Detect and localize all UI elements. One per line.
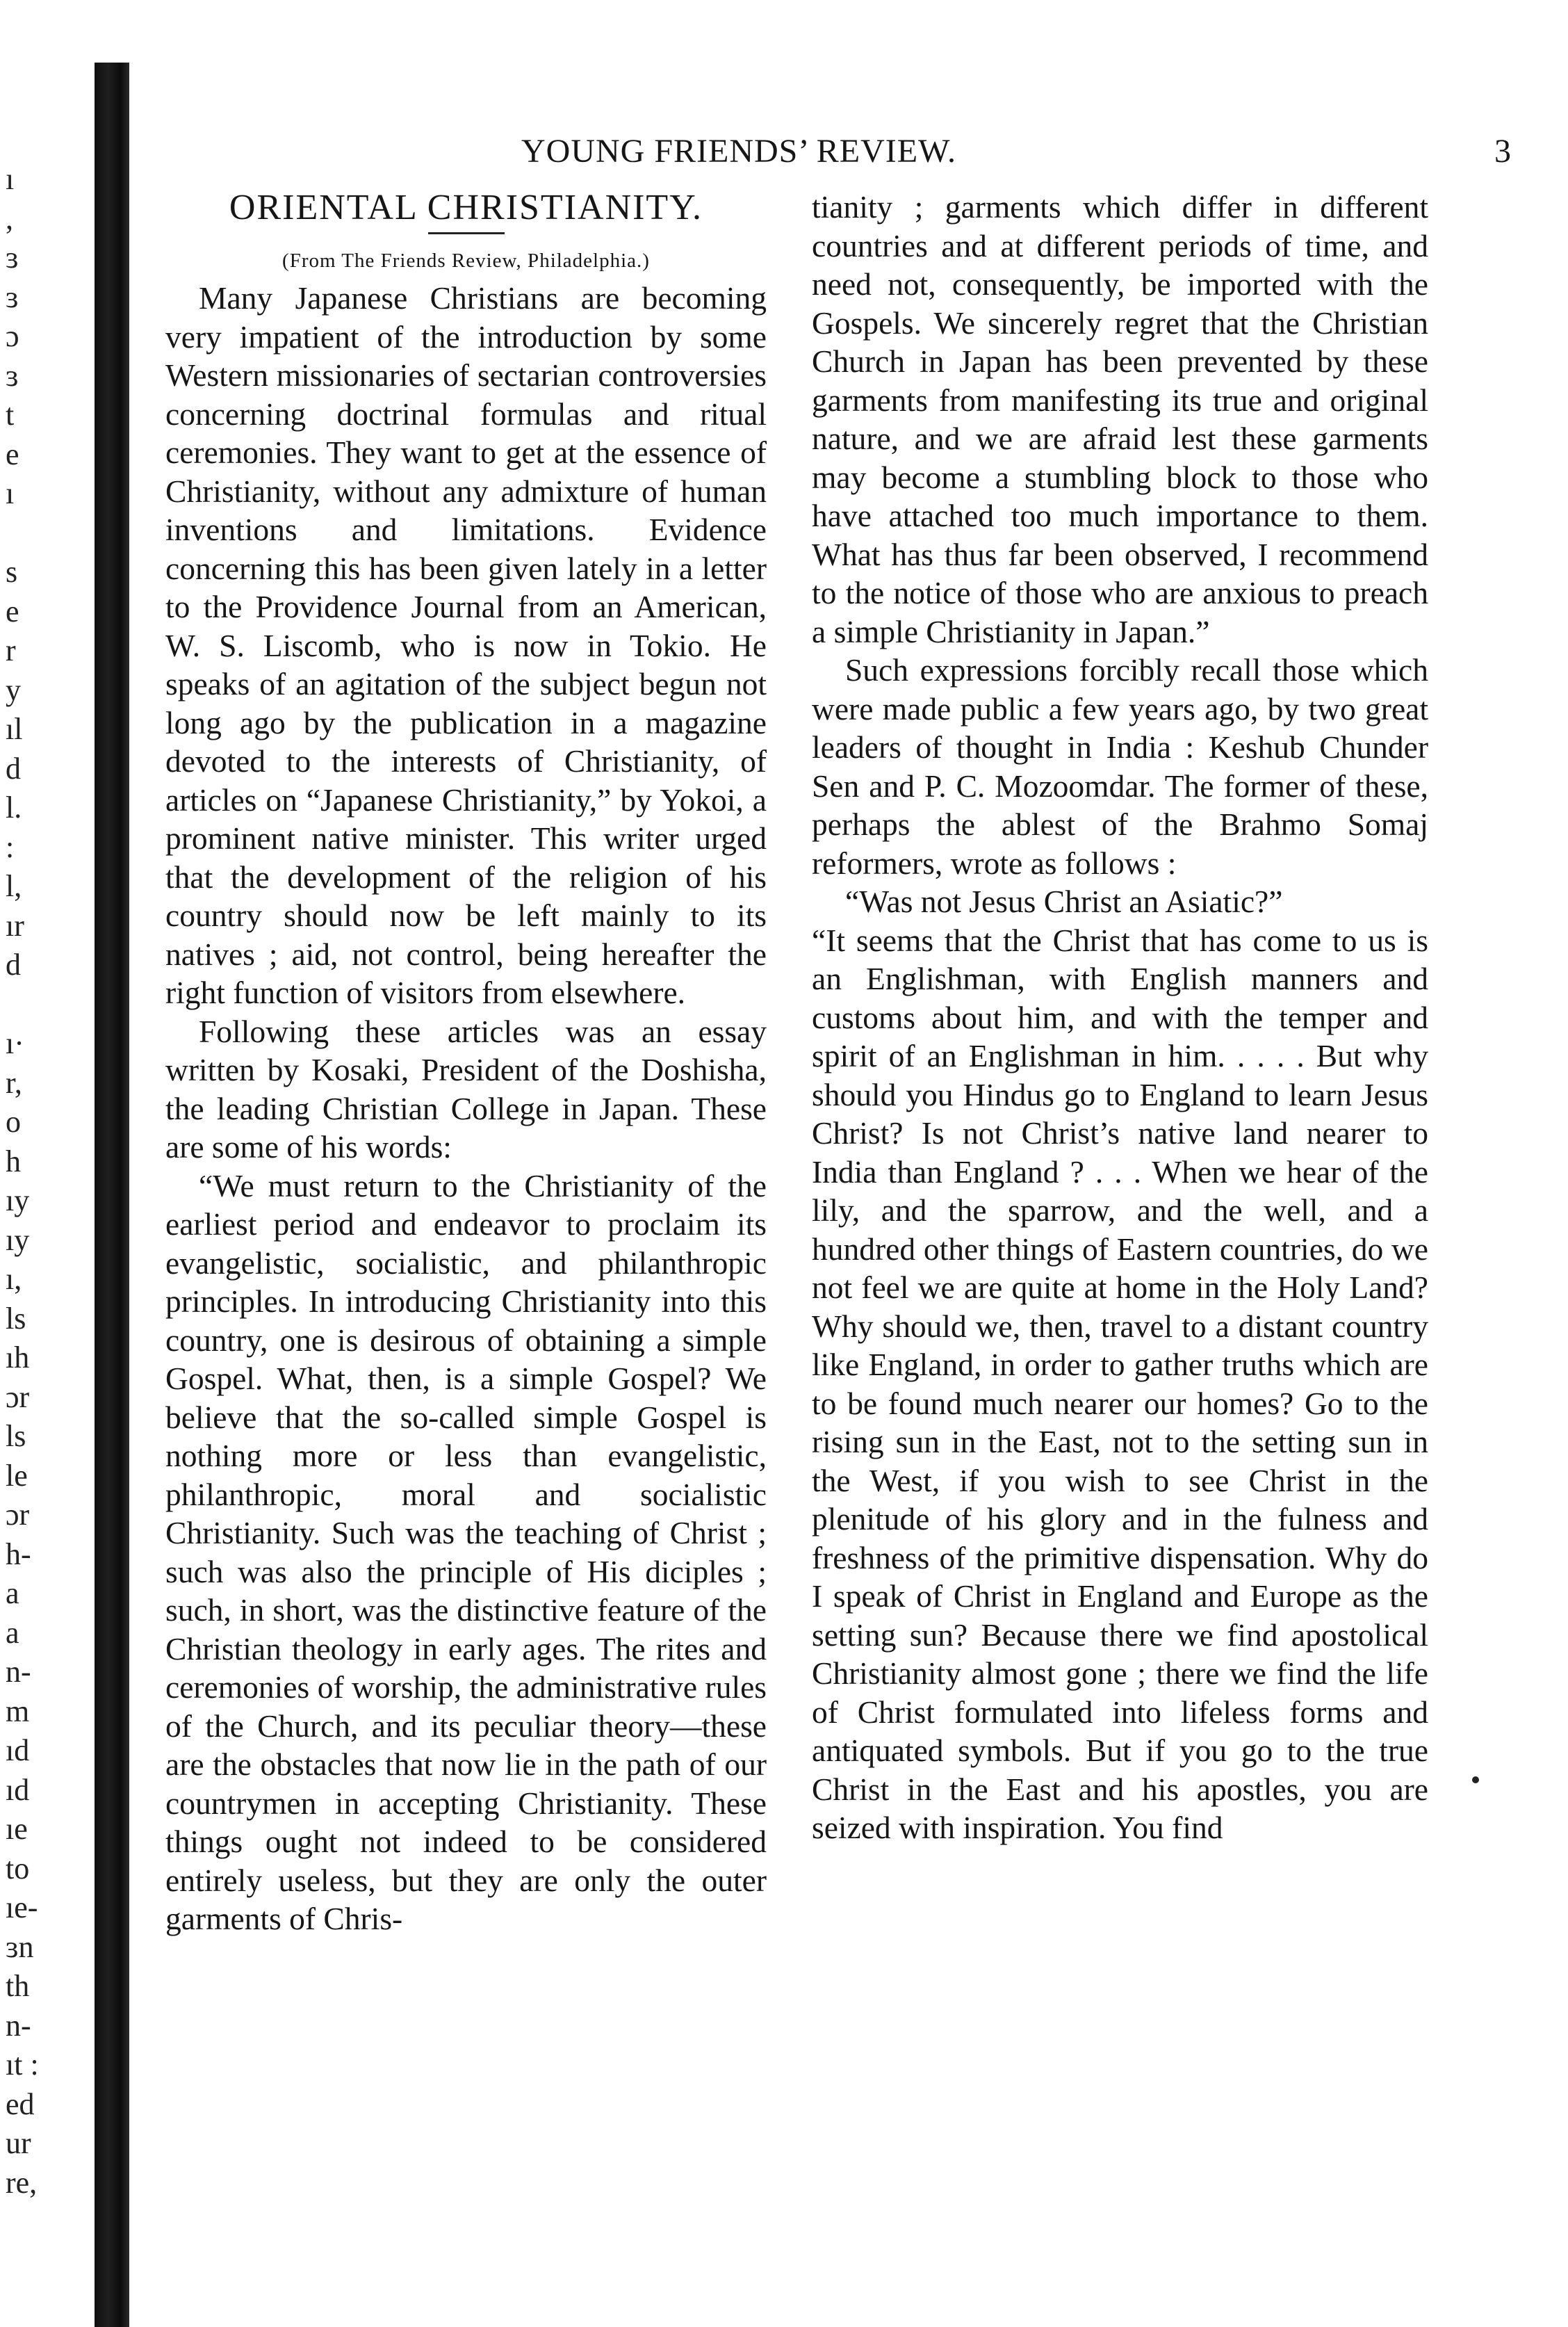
edge-fragment: ɔ	[6, 319, 19, 353]
edge-fragment: ıd	[6, 1772, 30, 1807]
edge-fragment: e	[6, 594, 19, 629]
edge-fragment: m	[6, 1694, 30, 1728]
edge-fragment: ls	[6, 1301, 26, 1336]
edge-fragment: ıe-	[6, 1890, 38, 1924]
edge-fragment: ɜ	[6, 279, 19, 314]
edge-fragment: ı	[6, 476, 15, 510]
paragraph: “It seems that the Christ that has come to us is an Englishman, with English manners and customs about him, and with the temper and spirit of an Englishman in him. . . . . But why should you Hindus go to England to learn Jesus Christ? Is not Christ’s native land nearer to India than England ? . . . When we hear of the lily, and the sparrow, and the well, and a hundred other things of Eastern countries, do we not feel we are quite at home in the Holy Land? Why should we, then, travel to a distant country like England, in order to gather truths which are to be found much nearer our homes? Go to the rising sun in the East, not to the setting sun in the West, if you wish to see Christ in the plenitude of his glory and in the fulness and freshness of the primitive dispensation. Why do I speak of Christ in England and Europe as the setting sun? Because there we find apostolical Christianity almost gone ; there we find the life of Christ formulated into lifeless forms and antiquated symbols. But if you go to the true Christ in the East and his apostles, you are seized with inspiration. You find	[812, 922, 1428, 1845]
edge-fragment: re,	[6, 2165, 38, 2200]
edge-fragment: ls	[6, 1419, 26, 1453]
edge-fragment	[0, 985, 83, 1025]
edge-fragment: ed	[6, 2086, 35, 2121]
edge-fragment: h-	[6, 1537, 31, 1571]
running-title: YOUNG FRIENDS’ REVIEW.	[521, 133, 956, 170]
edge-fragment: n-	[6, 1655, 31, 1689]
edge-fragment: ıl	[6, 712, 23, 746]
edge-fragment: r,	[6, 1065, 22, 1100]
paragraph: tianity ; garments which differ in different countries and at different periods of time, and need not, consequently, be imported with the Gospels. We sincerely regret that the Christian Church in Japan has been prevented by these garments from manifesting its true and original nature, and we are afraid lest these garments may become a stumbling block to those who have attached too much importance to them. What has thus far been observed, I recommend to the notice of those who are anxious to preach a simple Christianity in Japan.”	[812, 189, 1428, 649]
edge-fragment	[0, 514, 83, 553]
page-number: 3	[1494, 133, 1512, 170]
edge-fragment: l.	[6, 790, 22, 825]
edge-fragment: d	[6, 751, 21, 786]
ink-speck	[1472, 1776, 1479, 1783]
edge-fragment: ı	[6, 162, 15, 196]
adjacent-page-edge	[0, 160, 83, 2203]
edge-fragment: ,	[6, 201, 13, 236]
edge-fragment: ır	[6, 908, 24, 943]
paragraph: “We must return to the Christianity of the earliest period and endeavor to proclaim its evangelistic, socialistic, and philanthropic principles. In introducing Christianity into this country, one is desirous of obtaining a simple Gospel. What, then, is a simple Gospel? We believe that the so-called simple Gospel is nothing more or less than evangelistic, philanthropic, moral and socialistic Christianity. Such was the teaching of Christ ; such was also the principle of His diciples ; such, in short, was the distinctive feature of the Christian theology in early ages. The rites and ceremonies of worship, the administrative rules of the Church, and its peculiar theory—these are the obstacles that now lie in the path of our countrymen in accepting Christianity. These things ought not indeed to be considered entirely useless, but they are only the outer garments of Chris-	[165, 1167, 767, 1936]
edge-fragment: to	[6, 1851, 30, 1886]
left-column	[165, 188, 767, 1938]
edge-fragment: e	[6, 437, 19, 471]
edge-fragment: o	[6, 1105, 21, 1139]
edge-fragment: ɜ	[6, 358, 19, 393]
edge-fragment: ıy	[6, 1183, 30, 1217]
edge-fragment: t	[6, 398, 15, 432]
paragraph: Many Japanese Christians are becoming very impatient of the introduction by some Western missionaries of sectarian controversies concerning doctrinal formulas and ritual ceremonies. They want to get at the essence of Christianity, without any admixture of human inventions and limitations. Evidence concerning this has been given lately in a letter to the Providence Journal from an American, W. S. Liscomb, who is now in Tokio. He speaks of an agitation of the subject begun not long ago by the publication in a magazine devoted to the interests of Christianity, of articles on “Japanese Christianity,” by Yokoi, a prominent native minister. This writer urged that the development of the religion of his country should now be left mainly to its natives ; aid, not control, being hereafter the right function of visitors from elsewhere.	[165, 280, 767, 1010]
edge-fragment: ɔr	[6, 1379, 30, 1414]
edge-fragment: ɔr	[6, 1498, 30, 1532]
edge-fragment: s	[6, 555, 18, 589]
edge-fragment: ıh	[6, 1340, 30, 1375]
paragraph: Following these articles was an essay written by Kosaki, President of the Doshisha, the leading Christian College in Japan. These are some of his words:	[165, 1013, 767, 1165]
edge-fragment: ıd	[6, 1733, 30, 1767]
article-title: ORIENTAL CHRISTIANITY.	[229, 188, 703, 227]
edge-fragment: ı·	[6, 1026, 24, 1060]
edge-fragment: ɜn	[6, 1929, 34, 1964]
edge-fragment: ıt :	[6, 2048, 39, 2082]
edge-fragment: r	[6, 633, 16, 667]
edge-fragment: h	[6, 1144, 21, 1178]
edge-fragment: ı,	[6, 1262, 22, 1296]
edge-fragment: l,	[6, 869, 22, 903]
edge-fragment: ur	[6, 2126, 31, 2160]
edge-fragment: th	[6, 1969, 30, 2003]
binding-gutter	[95, 63, 129, 2327]
title-rule	[428, 232, 505, 234]
paragraph: Such expressions forcibly recall those which were made public a few years ago, by two great leaders of thought in India : Keshub Chunder Sen and P. C. Mozoomdar. The former of these, perhaps the ablest of the Brahmo Somaj reformers, wrote as follows :	[812, 652, 1428, 881]
edge-fragment: a	[6, 1615, 19, 1650]
edge-fragment: y	[6, 672, 21, 707]
source-note: (From The Friends Review, Philadelphia.)	[282, 250, 650, 272]
edge-fragment: ɜ	[6, 241, 19, 275]
edge-fragment: n-	[6, 2008, 31, 2043]
edge-fragment: ıe	[6, 1812, 28, 1846]
edge-fragment: a	[6, 1576, 19, 1610]
right-column	[812, 188, 1428, 1847]
edge-fragment: :	[6, 829, 15, 864]
paragraph: “Was not Jesus Christ an Asiatic?”	[845, 884, 1283, 919]
edge-fragment: d	[6, 948, 21, 982]
edge-fragment: ıy	[6, 1222, 30, 1257]
edge-fragment: le	[6, 1458, 28, 1493]
